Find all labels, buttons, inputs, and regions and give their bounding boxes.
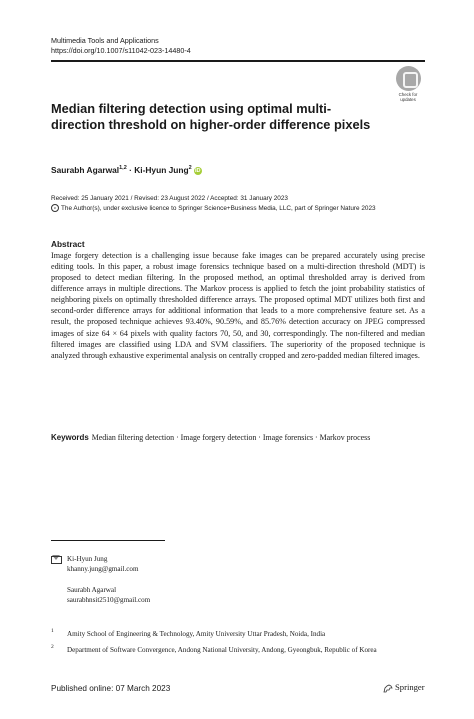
dates-block: [51, 194, 376, 213]
copyright-icon: c: [51, 204, 59, 212]
history-dates: Received: 25 January 2021 / Revised: 23 August 2022 / Accepted: 31 January 2023: [51, 195, 288, 202]
affiliation-number: 2: [51, 644, 54, 650]
footnote-rule: [51, 540, 165, 541]
bookmark-icon: [396, 66, 421, 91]
author-name[interactable]: Ki-Hyun Jung: [134, 165, 189, 175]
keywords-block: [51, 432, 425, 444]
header-rule: [51, 60, 425, 62]
orcid-icon[interactable]: iD: [194, 167, 201, 174]
doi-link[interactable]: https://doi.org/10.1007/s11042-023-14480-4: [51, 46, 191, 55]
contact-email[interactable]: saurabhnsit2510@gmail.com: [67, 596, 151, 604]
publisher-name: Springer: [395, 682, 425, 692]
check-updates-label: Check for updates: [398, 92, 418, 102]
contact-author: [67, 554, 138, 574]
publisher-logo: [383, 682, 425, 693]
keywords-text: Median filtering detection · Image forgery detection · Image forensics · Markov process: [91, 433, 371, 442]
author-name[interactable]: Saurabh Agarwal: [51, 165, 120, 175]
author-separator: ·: [129, 165, 132, 175]
author-affil-sup: 1,2: [119, 165, 127, 172]
abstract-heading: Abstract: [51, 239, 85, 249]
check-for-updates-badge[interactable]: [391, 66, 425, 100]
envelope-icon: [51, 556, 62, 564]
affiliation-text: Department of Software Convergence, Andong National University, Andong, Gyeongbuk, Republic of Korea: [67, 646, 377, 654]
copyright-text: The Author(s), under exclusive licence to Springer Science+Business Media, LLC, part of Springer Nature 2023: [61, 204, 376, 212]
paper-title: Median filtering detection using optimal multi-direction threshold on higher-order difference pixels: [51, 101, 371, 132]
published-online: Published online: 07 March 2023: [51, 684, 171, 693]
affiliation-number: 1: [51, 628, 54, 634]
contact-author: [67, 585, 150, 605]
author-list: [51, 165, 202, 175]
abstract-text: Image forgery detection is a challenging issue because fake images can be prepared accurately using precise editing tools. In this paper, a robust image forensics technique based on a multi-direction threshold (MDT) is proposed to detect median filtering. In the proposed method, an optimal thresholded array is derived from difference arrays in multiple directions. The Markov process is applied to fetch the joint probability statistics of neighboring pixels on optimally thresholded difference arrays. The proposed optimal MDT utilizes both first and second-order difference arrays for additional information that leads to a more comprehensive feature set. As a result, the proposed technique achieves 93.40%, 90.59%, and 85.76% detection accuracy on JPEG compressed images of size 64 × 64 pixels with quality factors 70, 50, and 30, correspondingly. The non-filtered and median filtered images are classified using LDA and SVM classifiers. The superiority of the proposed technique is analyzed through exhaustive experimental analysis on centrally cropped and zero-padded median filtered images.: [51, 251, 425, 360]
keywords-label: Keywords: [51, 433, 89, 442]
author-affil-sup: 2: [188, 165, 192, 172]
contact-name: Saurabh Agarwal: [67, 586, 117, 594]
contact-email[interactable]: khanny.jung@gmail.com: [67, 565, 139, 573]
affiliation-text: Amity School of Engineering & Technology, Amity University Uttar Pradesh, Noida, India: [67, 630, 326, 638]
springer-horse-icon: [383, 684, 393, 693]
contact-name: Ki-Hyun Jung: [67, 555, 108, 563]
journal-header: [51, 36, 191, 56]
journal-name: Multimedia Tools and Applications: [51, 36, 159, 45]
